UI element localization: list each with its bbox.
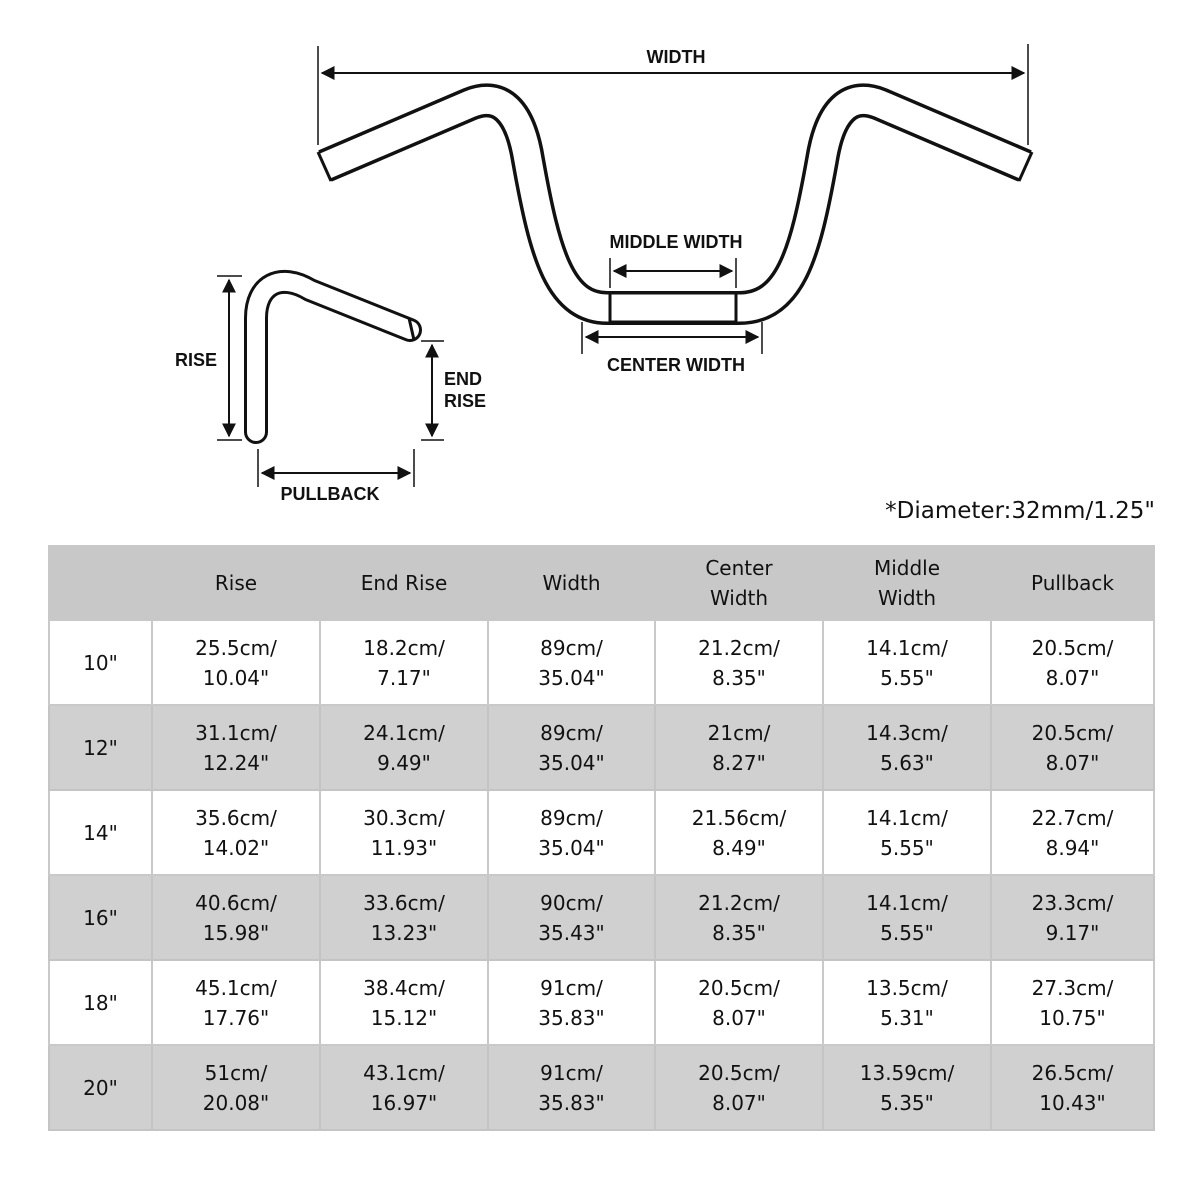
imperial-value: 9.17" <box>1045 920 1100 945</box>
metric-value: 13.59cm/ <box>859 1060 955 1085</box>
value-cell <box>320 1045 488 1130</box>
metric-value: 14.3cm/ <box>866 720 948 745</box>
metric-value: 91cm/ <box>540 975 603 1000</box>
value-cell <box>655 620 823 705</box>
imperial-value: 12.24" <box>202 750 270 775</box>
header-text: Pullback <box>1030 571 1115 595</box>
metric-value: 90cm/ <box>540 890 603 915</box>
value-cell <box>655 705 823 790</box>
imperial-value: 15.12" <box>370 1005 438 1030</box>
metric-value: 22.7cm/ <box>1031 805 1114 830</box>
metric-value: 21.56cm/ <box>691 805 787 830</box>
metric-value: 43.1cm/ <box>363 1060 445 1085</box>
middle-width-column-header <box>823 546 991 620</box>
header-text: Rise <box>214 571 258 595</box>
imperial-value: 9.49" <box>377 750 431 775</box>
header-text: Center <box>705 556 773 580</box>
metric-value: 91cm/ <box>540 1060 603 1085</box>
value-cell <box>488 875 655 960</box>
value-cell <box>152 1045 320 1130</box>
metric-value: 25.5cm/ <box>195 635 277 660</box>
end-rise-label-2: RISE <box>444 391 487 411</box>
pullback-label: PULLBACK <box>280 484 380 504</box>
imperial-value: 35.83" <box>538 1090 605 1115</box>
imperial-value: 8.35" <box>712 665 766 690</box>
rise-label: RISE <box>174 350 218 370</box>
imperial-value: 8.07" <box>712 1090 766 1115</box>
value-cell <box>991 790 1154 875</box>
header-text: End Rise <box>360 571 448 595</box>
metric-value: 14.1cm/ <box>866 805 948 830</box>
value-cell <box>320 620 488 705</box>
value-cell <box>655 875 823 960</box>
imperial-value: 7.17" <box>377 665 431 690</box>
value-cell <box>823 620 991 705</box>
pullback-column-header <box>991 546 1154 620</box>
header-text: Middle <box>873 556 941 580</box>
imperial-value: 8.07" <box>1045 750 1100 775</box>
imperial-value: 11.93" <box>370 835 438 860</box>
size-cell: 16" <box>49 875 152 960</box>
center-width-column-header <box>655 546 823 620</box>
imperial-value: 5.55" <box>880 920 934 945</box>
imperial-value: 10.75" <box>1039 1005 1106 1030</box>
metric-value: 24.1cm/ <box>363 720 445 745</box>
handlebar-front-view <box>318 100 1032 322</box>
size-cell: 20" <box>49 1045 152 1130</box>
imperial-value: 14.02" <box>202 835 270 860</box>
handlebar-diagram <box>0 0 1200 540</box>
value-cell <box>655 790 823 875</box>
metric-value: 20.5cm/ <box>1031 635 1114 660</box>
end-rise-label-1: END <box>444 369 483 389</box>
metric-value: 40.6cm/ <box>195 890 277 915</box>
metric-value: 33.6cm/ <box>363 890 445 915</box>
value-cell <box>991 620 1154 705</box>
metric-value: 21.2cm/ <box>698 890 780 915</box>
metric-value: 20.5cm/ <box>1031 720 1114 745</box>
value-cell <box>991 960 1154 1045</box>
value-cell <box>320 960 488 1045</box>
middle-width-label: MIDDLE WIDTH <box>609 232 743 252</box>
table-header-row <box>49 546 1154 620</box>
table-row <box>49 960 1154 1045</box>
imperial-value: 5.55" <box>880 835 934 860</box>
metric-value: 18.2cm/ <box>363 635 445 660</box>
end-rise-column-header <box>320 546 488 620</box>
value-cell <box>488 620 655 705</box>
imperial-value: 8.35" <box>712 920 766 945</box>
table-row <box>49 875 1154 960</box>
metric-value: 14.1cm/ <box>866 635 948 660</box>
table-row <box>49 790 1154 875</box>
value-cell <box>823 790 991 875</box>
value-cell <box>152 790 320 875</box>
imperial-value: 13.23" <box>370 920 438 945</box>
metric-value: 27.3cm/ <box>1031 975 1114 1000</box>
header-text: Width <box>709 586 769 610</box>
value-cell <box>655 960 823 1045</box>
header-text: Width <box>542 571 601 595</box>
imperial-value: 35.04" <box>538 835 605 860</box>
imperial-value: 35.04" <box>538 750 605 775</box>
value-cell <box>320 790 488 875</box>
width-label: WIDTH <box>646 47 706 67</box>
imperial-value: 5.35" <box>880 1090 934 1115</box>
width-column-header <box>488 546 655 620</box>
imperial-value: 16.97" <box>370 1090 438 1115</box>
rise-column-header <box>152 546 320 620</box>
metric-value: 51cm/ <box>204 1060 268 1085</box>
center-width-dimension <box>582 322 762 375</box>
value-cell <box>823 1045 991 1130</box>
table-row <box>49 1045 1154 1130</box>
metric-value: 89cm/ <box>540 635 603 660</box>
value-cell <box>823 875 991 960</box>
imperial-value: 8.49" <box>712 835 766 860</box>
value-cell <box>320 875 488 960</box>
size-cell: 14" <box>49 790 152 875</box>
value-cell <box>320 705 488 790</box>
value-cell <box>488 705 655 790</box>
value-cell <box>152 705 320 790</box>
end-rise-dimension <box>421 341 486 440</box>
value-cell <box>823 705 991 790</box>
size-spec-table <box>48 545 1155 1131</box>
imperial-value: 15.98" <box>202 920 270 945</box>
value-cell <box>655 1045 823 1130</box>
metric-value: 14.1cm/ <box>866 890 948 915</box>
metric-value: 30.3cm/ <box>363 805 445 830</box>
metric-value: 89cm/ <box>540 805 603 830</box>
imperial-value: 8.07" <box>1045 665 1100 690</box>
metric-value: 45.1cm/ <box>195 975 277 1000</box>
metric-value: 13.5cm/ <box>866 975 948 1000</box>
metric-value: 35.6cm/ <box>195 805 277 830</box>
diameter-note: *Diameter:32mm/1.25" <box>885 498 1155 524</box>
imperial-value: 20.08" <box>202 1090 270 1115</box>
value-cell <box>991 1045 1154 1130</box>
value-cell <box>488 960 655 1045</box>
value-cell <box>152 620 320 705</box>
value-cell <box>152 875 320 960</box>
imperial-value: 17.76" <box>202 1005 270 1030</box>
middle-sleeve <box>610 293 736 322</box>
metric-value: 31.1cm/ <box>195 720 277 745</box>
metric-value: 20.5cm/ <box>698 975 780 1000</box>
imperial-value: 8.94" <box>1045 835 1100 860</box>
imperial-value: 35.04" <box>538 665 605 690</box>
imperial-value: 5.63" <box>880 750 934 775</box>
size-column-header <box>49 546 152 620</box>
size-cell: 12" <box>49 705 152 790</box>
handlebar-side-view <box>256 282 414 432</box>
imperial-value: 5.55" <box>880 665 934 690</box>
center-width-label: CENTER WIDTH <box>607 355 745 375</box>
imperial-value: 8.27" <box>712 750 766 775</box>
header-text: Width <box>877 586 937 610</box>
value-cell <box>991 705 1154 790</box>
table-row <box>49 620 1154 705</box>
value-cell <box>488 790 655 875</box>
rise-dimension <box>175 276 242 440</box>
metric-value: 38.4cm/ <box>363 975 445 1000</box>
metric-value: 21.2cm/ <box>698 635 780 660</box>
imperial-value: 5.31" <box>880 1005 934 1030</box>
value-cell <box>823 960 991 1045</box>
table-row <box>49 705 1154 790</box>
imperial-value: 35.43" <box>538 920 605 945</box>
pullback-dimension <box>258 449 414 504</box>
imperial-value: 10.43" <box>1039 1090 1106 1115</box>
value-cell <box>152 960 320 1045</box>
imperial-value: 10.04" <box>202 665 270 690</box>
metric-value: 20.5cm/ <box>698 1060 780 1085</box>
metric-value: 23.3cm/ <box>1031 890 1114 915</box>
size-cell: 18" <box>49 960 152 1045</box>
metric-value: 89cm/ <box>540 720 603 745</box>
metric-value: 26.5cm/ <box>1031 1060 1114 1085</box>
table-body <box>49 620 1154 1130</box>
imperial-value: 35.83" <box>538 1005 605 1030</box>
imperial-value: 8.07" <box>712 1005 766 1030</box>
middle-width-dimension <box>610 232 743 288</box>
value-cell <box>991 875 1154 960</box>
size-cell: 10" <box>49 620 152 705</box>
metric-value: 21cm/ <box>707 720 771 745</box>
value-cell <box>488 1045 655 1130</box>
